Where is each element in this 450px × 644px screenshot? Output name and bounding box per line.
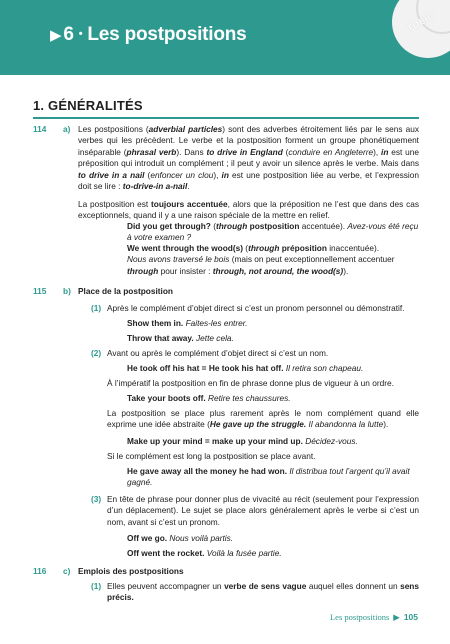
intro-paragraph [78,124,419,193]
chapter-number: 6 [63,24,74,45]
section-title: 1. GÉNÉRALITÉS [33,98,143,113]
sub-number-1: (1) [91,303,102,313]
example-took-off-hat [127,363,363,374]
paragraph-114-accent: La postposition est toujours accentuée, alors que la préposition ne l’est que dans des cas exceptionnels, quand il y a une raison spéciale de la mettre en relief. [78,199,420,221]
item-label-b: b) [63,286,71,296]
example-show-them-in [127,318,248,329]
example-text: Nous avons traversé le bois (mais on peut exceptionnellement accentuer through pour insister : through, not around, the wood(s)). [127,254,395,276]
example-through-1 [127,221,419,244]
bullet-dot: • [78,28,83,40]
rule-1-text: Après le complément d’objet direct si c’est un pronom personnel ou démonstratif. [107,303,405,313]
example-make-up-mind [127,436,358,447]
chapter-title-line [50,22,247,48]
play-triangle-icon: ▶ [50,27,62,44]
example-text: Off we go. Nous voilà partis. [127,533,234,543]
example-gave-away [127,466,419,489]
page-number: 105 [403,612,418,622]
example-text: He gave away all the money he had won. Il distribua tout l’argent qu’il avait gagné. [127,466,410,488]
example-text: Off went the rocket. Voilà la fusée partie. [127,548,282,558]
paragraph-114-text: Les postpositions (adverbial particles) sont des adverbes étroitement liés par le sens aux verbes qui les précèdent. Le verbe et la postposition forment un groupe phonétiquement inséparable (phrasal verb). Dans to drive in England (conduire en Angleterre), in est une préposition qui introduit un complément ; il peut y avoir un silence après le verbe. Mais dans to drive in a nail (enfoncer un clou), in est une postposition liée au verbe, et l’expression doit se lire : to-drive-in a-nail. [78,124,419,192]
page-footer [330,612,418,624]
example-text: He took off his hat = He took his hat off. Il retira son chapeau. [127,363,364,373]
play-triangle-icon: ▶ [393,612,400,622]
paragraph-number-114: 114 [33,124,47,134]
footer-chapter-label: Les postpositions [329,612,390,622]
example-text: Did you get through? (through postposition accentuée). Avez-vous été reçu à votre examen ? [127,221,419,243]
paragraph-number-115: 115 [33,286,47,296]
example-throw-that-away [127,333,234,344]
paragraph-number-116: 116 [33,566,47,576]
rule-2-text: Avant ou après le complément d’objet direct si c’est un nom. [107,348,329,358]
example-off-went-rocket [127,548,282,559]
example-text: Make up your mind = make up your mind up. Décidez-vous. [127,436,358,446]
heading-place: Place de la postposition [78,286,173,296]
sub-number-2: (2) [91,348,102,358]
example-off-we-go [127,533,233,544]
toeic-badge [392,0,450,58]
imperative-note: À l’impératif la postposition en fin de phrase donne plus de vigueur à un ordre. [107,378,394,388]
accent-paragraph [78,199,419,222]
uses-rule-1-text [107,581,419,604]
example-text: Throw that away. Jette cela. [127,333,234,343]
sub-number-3: (3) [91,494,102,504]
example-text: Show them in. Faites-les entrer. [127,318,248,328]
note-text: La postposition se place plus rarement après le nom complément quand elle exprime une idée abstraite (He gave up the struggle. Il abandonna la lutte). [107,408,419,430]
example-text: We went through the wood(s) (through préposition inaccentuée). [127,243,380,253]
toeic-badge-label: TOEIC [405,10,437,34]
example-text: Take your boots off. Retire tes chaussures. [127,393,291,403]
section-rule [33,117,419,119]
chapter-title: Les postpositions [87,24,247,45]
example-through-2 [127,243,419,277]
rule-text: Elles peuvent accompagner un verbe de sens vague auquel elles donnent un sens précis. [107,581,419,603]
long-complement-note: Si le complément est long la postposition se place avant. [107,451,316,461]
abstract-note [107,408,419,431]
example-boots-off [127,393,291,404]
rule-3-text: En tête de phrase pour donner plus de vivacité au récit (seulement pour l’expression d’un déplacement). Le sujet se place alors généralement après le verbe si c’est un nom, avant si c’est un pronom. [107,494,419,527]
heading-uses: Emplois des postpositions [78,566,184,576]
item-label-c: c) [63,566,71,576]
chapter-header [0,0,450,75]
sub-number-1-uses: (1) [91,581,102,591]
item-label-a: a) [63,124,71,134]
